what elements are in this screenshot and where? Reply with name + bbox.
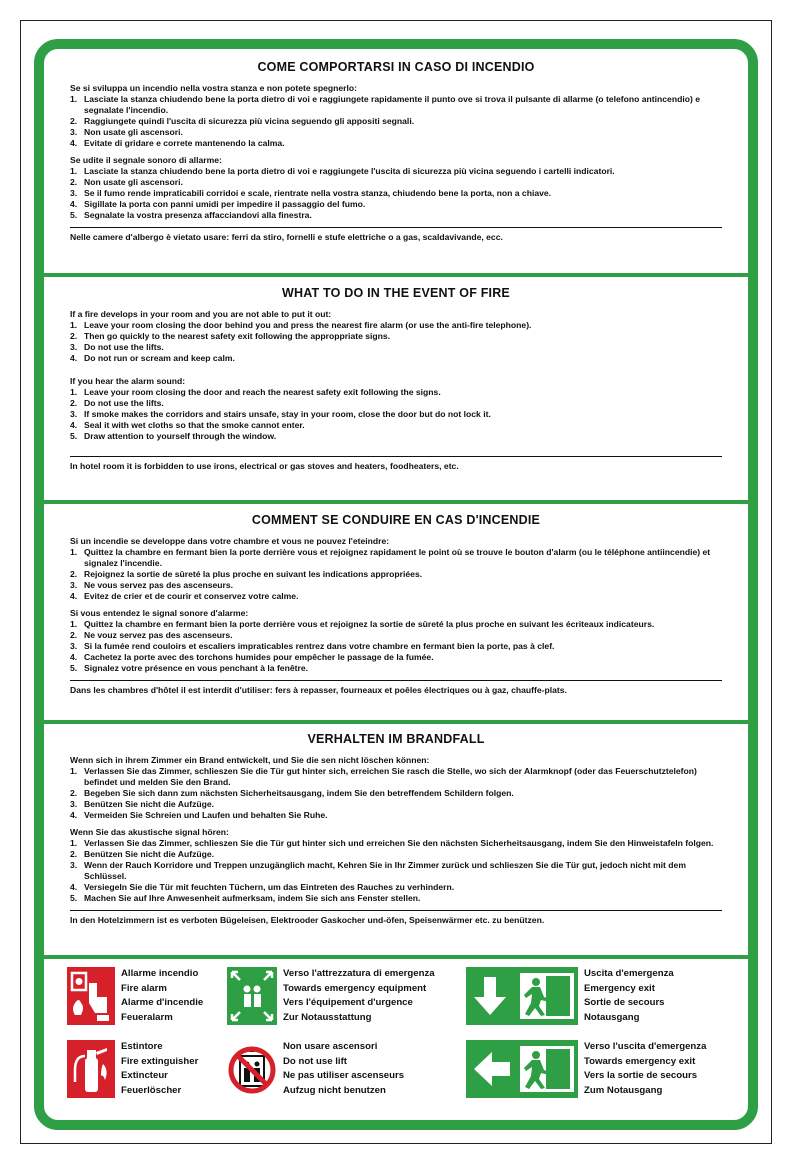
list-item: 5. Segnalate la vostra presenza affacciandovi alla finestra. [70, 210, 312, 220]
sign-label: Uscita d'emergenza Emergency exit Sortie de secours Notausgang [584, 968, 674, 1023]
list-item: 1. Quittez la chambre en fermant bien la porte derrière vous et rejoignez la sortie de sûreté la plus proche en suivant les écriteaux indicateurs. [70, 619, 655, 629]
sign-fire-extinguisher [67, 1040, 198, 1098]
section-french [40, 503, 752, 696]
list-item: 1. Verlassen Sie das Zimmer, schlieszen Sie die Tür gut hinter sich und erreichen Sie den nächsten Sicherheitsausgang, indem Sie den Hinweistafeln folgen. [70, 838, 714, 848]
sign-label: Verso l'uscita d'emergenza Towards emergency exit Vers la sortie de secours Zum Notausgang [584, 1041, 707, 1096]
list-item: 1. Leave your room closing the door behind you and press the nearest fire alarm (or use the anti-fire telephone). [70, 320, 532, 330]
list-item: 3. Non usate gli ascensori. [70, 127, 183, 137]
emergency-equipment-icon [227, 967, 277, 1025]
forbidden-note: Dans les chambres d'hôtel il est interdit d'utiliser: fers à repasser, fourneaux et poêles électriques ou à gaz, chauffe-plats. [70, 680, 722, 696]
list-item: 1. Lasciate la stanza chiudendo bene la porta dietro di voi e raggiungete l'uscita di sicurezza più vicina seguendo i cartelli indicatori. [70, 166, 615, 176]
fire-alarm-icon [67, 967, 115, 1025]
list-item: 2. Non usate gli ascensori. [70, 177, 183, 187]
list-item: 2. Then go quickly to the nearest safety exit following the approppriate signs. [70, 331, 391, 341]
list-item: 3. Ne vous servez pas des ascenseurs. [70, 580, 234, 590]
section-title: COMMENT SE CONDUIRE EN CAS D'INCENDIE [251, 513, 541, 527]
group-intro: Si vous entendez le signal sonore d'alarme: [70, 608, 249, 618]
sign-label: Estintore Fire extinguisher Extincteur Feuerlöscher [121, 1041, 199, 1096]
list-item: 2. Rejoignez la sortie de sûreté la plus proche en suivant les indications appropriées. [70, 569, 423, 579]
sign-label: Verso l'attrezzatura di emergenza Towards emergency equipment Vers l'équipement d'urgence Zur Notausstattung [283, 968, 435, 1023]
sign-emergency-equipment [227, 967, 435, 1025]
list-item: 1. Verlassen Sie das Zimmer, schlieszen Sie die Tür gut hinter sich, erreichen Sie rasch die Stelle, wo sich der Alarmknopf (oder das Feuerschutztelefon) befindet und melden Sie den Brand. [70, 766, 697, 787]
list-item: 2. Raggiungete quindi l'uscita di sicurezza più vicina seguendo gli appositi segnali. [70, 116, 415, 126]
list-item: 4. Cachetez la porte avec des torchons humides pour empêcher le passage de la fumée. [70, 652, 434, 662]
section-title: VERHALTEN IM BRANDFALL [307, 732, 485, 746]
group-intro: If a fire develops in your room and you are not able to put it out: [70, 309, 332, 319]
section-divider [40, 955, 752, 959]
no-lift-icon [227, 1040, 277, 1098]
group-intro: Wenn Sie das akustische signal hören: [70, 827, 229, 837]
sign-fire-alarm [67, 967, 203, 1025]
section-german [40, 722, 752, 926]
section-english [40, 276, 752, 472]
emergency-exit-icon [466, 967, 578, 1025]
sign-label: Non usare ascensori Do not use lift Ne pas utiliser ascenseurs Aufzug nicht benutzen [283, 1041, 405, 1096]
forbidden-note: In hotel room it is forbidden to use irons, electrical or gas stoves and heaters, foodheaters, etc. [70, 456, 722, 472]
sign-emergency-exit [466, 967, 674, 1025]
group-intro: If you hear the alarm sound: [70, 376, 186, 386]
sign-legend [40, 960, 752, 1125]
list-item: 3. Se il fumo rende impraticabili corridoi e scale, rientrate nella vostra stanza, chiudendo bene la porta, non a chiave. [70, 188, 552, 198]
group-intro: Wenn sich in ihrem Zimmer ein Brand entwickelt, und Sie die sen nicht löschen können: [70, 755, 430, 765]
group-intro: Si un incendie se developpe dans votre chambre et vous ne pouvez l'eteindre: [70, 536, 390, 546]
section-italian [40, 50, 752, 243]
list-item: 4. Evitez de crier et de courir et conservez votre calme. [70, 591, 299, 601]
list-item: 3. Benützen Sie nicht die Aufzüge. [70, 799, 215, 809]
list-item: 4. Vermeiden Sie Schreien und Laufen und behalten Sie Ruhe. [70, 810, 328, 820]
list-item: 3. Do not use the lifts. [70, 342, 164, 352]
exit-direction-icon [466, 1040, 578, 1098]
list-item: 2. Begeben Sie sich dann zum nächsten Sicherheitsausgang, indem Sie den betreffendem Schildern folgen. [70, 788, 514, 798]
list-item: 4. Evitate di gridare e correte mantenendo la calma. [70, 138, 285, 148]
list-item: 1. Quittez la chambre en fermant bien la porte derrière vous et rejoignez rapidament le point où se trouve le bouton d'alarm (ou le téléphone antiincendie) et signalez l'incendie. [70, 547, 711, 568]
list-item: 3. If smoke makes the corridors and stairs unsafe, stay in your room, close the door but do not lock it. [70, 409, 491, 419]
sign-no-lift [227, 1040, 404, 1098]
list-item: 5. Draw attention to yourself through the window. [70, 431, 277, 441]
list-item: 2. Ne vouz servez pas des ascenseurs. [70, 630, 233, 640]
sign-exit-direction [466, 1040, 706, 1098]
fire-extinguisher-icon [67, 1040, 115, 1098]
section-title: COME COMPORTARSI IN CASO DI INCENDIO [257, 60, 535, 74]
list-item: 4. Seal it with wet cloths so that the smoke cannot enter. [70, 420, 305, 430]
group-intro: Se si sviluppa un incendio nella vostra stanza e non potete spegnerlo: [70, 83, 357, 93]
forbidden-note: Nelle camere d'albergo è vietato usare: ferri da stiro, fornelli e stufe elettriche o a gas, scaldavivande, ecc. [70, 227, 722, 243]
list-item: 2. Do not use the lifts. [70, 398, 164, 408]
sign-label: Allarme incendio Fire alarm Alarme d'incendie Feueralarm [121, 968, 204, 1023]
list-item: 3. Si la fumée rend couloirs et escaliers impraticables rentrez dans votre chambre en fermant bien la porte, pas à clef. [70, 641, 555, 651]
list-item: 4. Sigillate la porta con panni umidi per impedire il passaggio del fumo. [70, 199, 366, 209]
list-item: 1. Lasciate la stanza chiudendo bene la porta dietro di voi e raggiungete rapidamente il punto ove si trova il pulsante di allarme (o telefono antincendio) e segnalate l'incendio. [70, 94, 701, 115]
list-item: 3. Wenn der Rauch Korridore und Treppen unzugänglich macht, Kehren Sie in Ihr Zimmer zurück und schlieszen Sie die Tür gut, jedoch nicht mit dem Schlüssel. [70, 860, 686, 881]
list-item: 4. Versiegeln Sie die Tür mit feuchten Tüchern, um das Eintreten des Rauches zu verhindern. [70, 882, 455, 892]
forbidden-note: In den Hotelzimmern ist es verboten Bügeleisen, Elektrooder Gaskocher und-öfen, Speisenwärmer etc. zu benützen. [70, 910, 722, 926]
group-intro: Se udite il segnale sonoro di allarme: [70, 155, 222, 165]
section-title: WHAT TO DO IN THE EVENT OF FIRE [282, 286, 510, 300]
list-item: 2. Benützen Sie nicht die Aufzüge. [70, 849, 215, 859]
list-item: 1. Leave your room closing the door and reach the nearest safety exit following the signs. [70, 387, 441, 397]
list-item: 5. Signalez votre présence en vous penchant à la fenêtre. [70, 663, 308, 673]
list-item: 4. Do not run or scream and keep calm. [70, 353, 235, 363]
list-item: 5. Machen Sie auf Ihre Anwesenheit aufmerksam, indem Sie sich ans Fenster stellen. [70, 893, 421, 903]
